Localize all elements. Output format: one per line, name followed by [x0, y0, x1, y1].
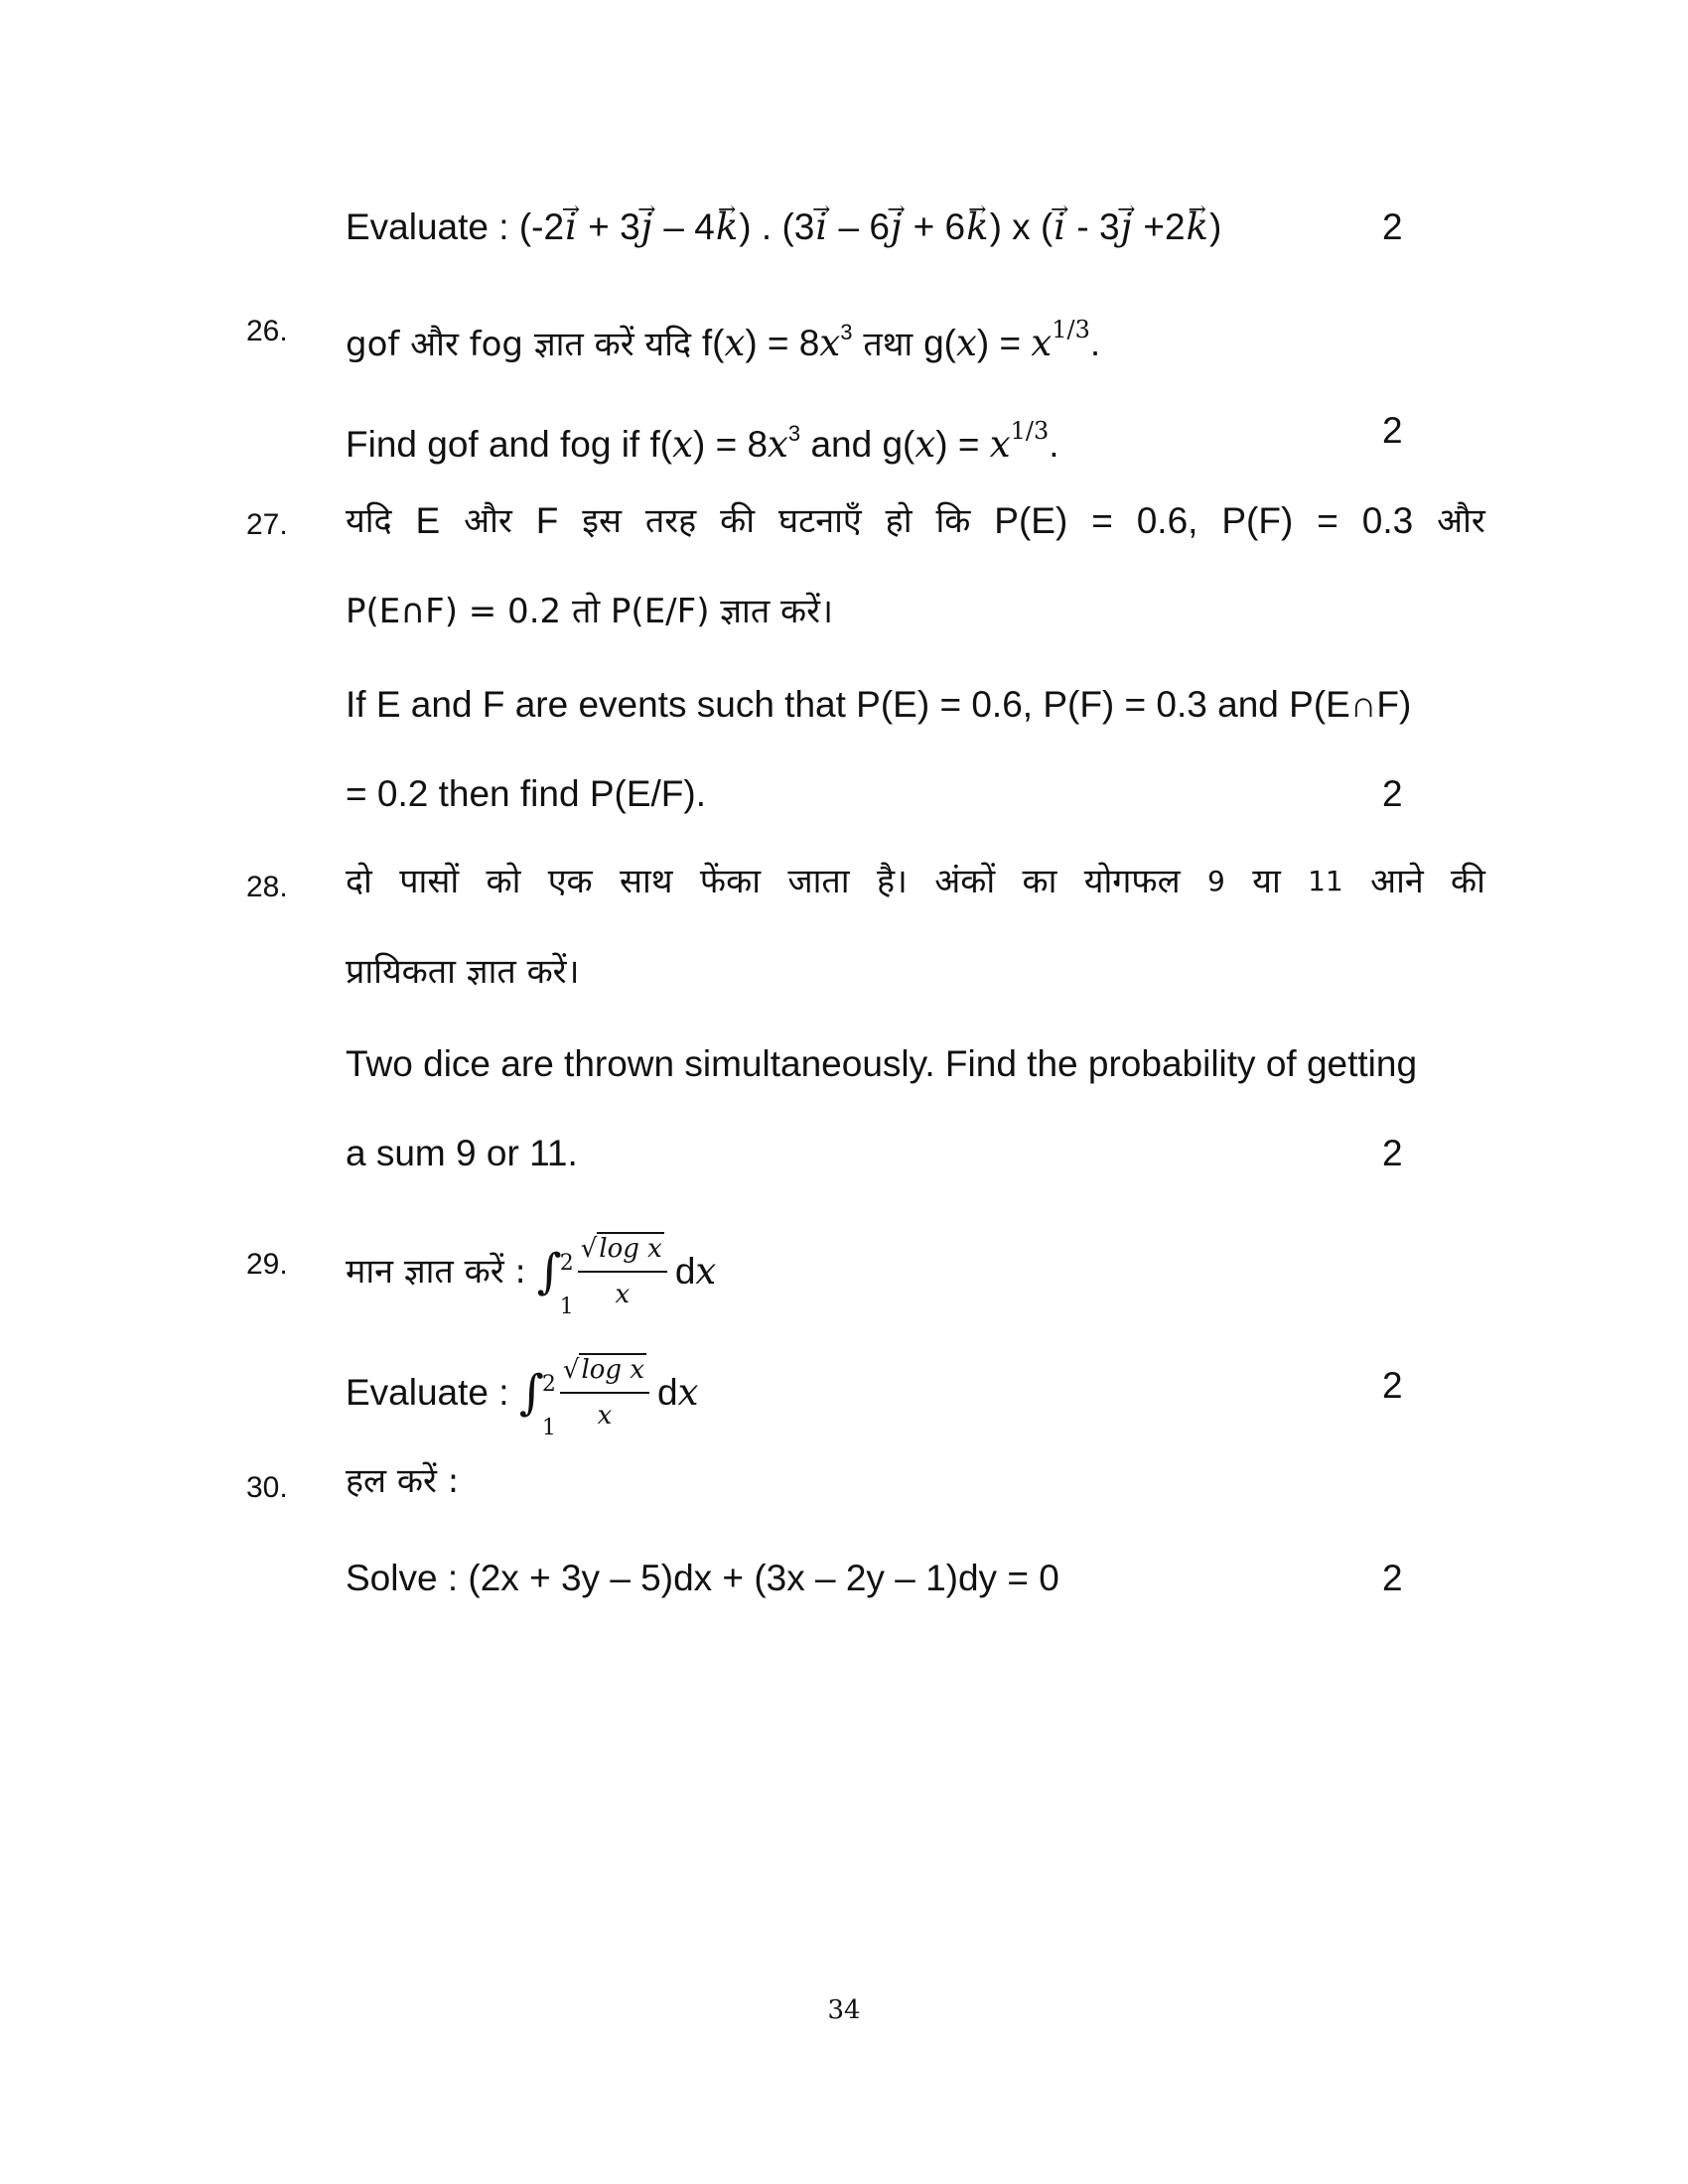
- q26-hindi-mid: तथा: [863, 325, 914, 364]
- q28-number: 28.: [246, 871, 288, 903]
- q28-hindi-word: आने: [1370, 862, 1424, 901]
- q27-hindi-word: की: [720, 501, 756, 541]
- q28-hindi-word: अंकों: [934, 862, 996, 901]
- q29-number: 29.: [246, 1248, 288, 1281]
- q27-hindi-word: घटनाएँ: [778, 501, 862, 541]
- q27-english-line1: If E and F are events such that P(E) = 0.6, P(F) = 0.3 and P(E∩F): [346, 684, 1412, 725]
- q27-hindi-line2: P(E∩F) = 0.2 तो P(E/F) ज्ञात करें।: [346, 592, 833, 631]
- q28-english-line2: a sum 9 or 11.: [346, 1133, 578, 1173]
- page-number: 34: [827, 1995, 861, 2025]
- q25-english-line: Evaluate : (-2→ i + 3→ j – 4→ k) . (3→ i – 6→ j + 6→ k) x (→ i - 3→ j +2→ k): [346, 205, 1221, 249]
- q30-hindi-line: हल करें :: [346, 1461, 460, 1501]
- q29-hindi-line: [346, 1227, 717, 1319]
- q27-hindi-word: तरह: [644, 501, 697, 541]
- q25-marks: 2: [1382, 206, 1403, 247]
- q30-english-line: Solve : (2x + 3y – 5)dx + (3x – 2y – 1)dy = 0: [346, 1558, 1059, 1598]
- q29-english-line: [346, 1348, 699, 1440]
- q27-marks: 2: [1382, 773, 1403, 814]
- q29-hindi-text: मान ज्ञात करें :: [346, 1252, 526, 1292]
- q28-hindi-word: दो: [346, 862, 372, 901]
- q30-marks: 2: [1382, 1558, 1403, 1598]
- q27-hindi-word: 0.3: [1361, 500, 1414, 541]
- q27-hindi-word: =: [1317, 500, 1338, 541]
- q28-hindi-word: की: [1451, 862, 1485, 901]
- q28-hindi-word: फेंका: [699, 862, 762, 901]
- q27-hindi-word: P(F): [1221, 500, 1294, 541]
- q27-number: 27.: [246, 508, 288, 541]
- q29-english-text: Evaluate :: [346, 1372, 509, 1413]
- q29-hindi-integral: ∫ 2 1 $\frac{\text{√log x}}{x}$ dx: [537, 1227, 717, 1316]
- q26-number: 26.: [246, 315, 288, 347]
- q29-english-integral: ∫ 2 1 $\frac{\text{√log x}}{x}$ dx: [519, 1348, 699, 1437]
- q28-hindi-word: या: [1252, 862, 1281, 901]
- q28-hindi-word: है।: [876, 862, 908, 901]
- q26-hindi-text: gof और fog ज्ञात करें यदि: [346, 325, 692, 364]
- q27-hindi-word: कि: [935, 501, 971, 541]
- q27-hindi-word: और: [1437, 501, 1485, 541]
- q29-marks: 2: [1382, 1365, 1403, 1406]
- q27-english-line2: = 0.2 then find P(E/F).: [346, 773, 706, 814]
- q28-hindi-word: 9: [1207, 865, 1225, 897]
- q26-marks: 2: [1382, 410, 1403, 451]
- q28-hindi-line2: प्रायिकता ज्ञात करें।: [346, 952, 580, 992]
- q27-hindi-word: और: [464, 501, 512, 541]
- q26-hindi-line: gof और fog ज्ञात करें यदि $f(x) = 8x^3$ तथा $g(x) = x^{1/3}$.: [346, 316, 1101, 364]
- q27-hindi-word: =: [1091, 500, 1113, 541]
- q28-hindi-word: एक: [547, 862, 593, 901]
- q27-hindi-line1: [346, 499, 1485, 543]
- q28-hindi-word: पासों: [399, 862, 460, 901]
- q27-hindi-word: P(E): [994, 500, 1068, 541]
- q26-english-line: Find gof and fog if $f(x) = 8x^3$ and $g(x) = x^{1/3}$.: [346, 417, 1059, 466]
- q28-hindi-word: 11: [1308, 865, 1343, 897]
- q26-english-text: Find gof and fog if: [346, 424, 640, 465]
- q25-prefix: Evaluate : (-2: [346, 206, 565, 247]
- q28-hindi-word: साथ: [620, 862, 673, 901]
- q28-marks: 2: [1382, 1133, 1403, 1173]
- q27-hindi-word: 0.6,: [1136, 500, 1198, 541]
- q27-hindi-word: F: [535, 500, 559, 541]
- q28-hindi-word: जाता: [787, 862, 850, 901]
- q28-hindi-word: का: [1022, 862, 1057, 901]
- q27-hindi-word: E: [415, 500, 441, 541]
- q28-hindi-word: योगफल: [1083, 862, 1181, 901]
- q27-hindi-word: इस: [582, 501, 622, 541]
- q28-hindi-line1: [346, 860, 1485, 903]
- q27-hindi-word: हो: [885, 501, 913, 541]
- q27-hindi-word: यदि: [346, 501, 392, 541]
- q28-english-line1: Two dice are thrown simultaneously. Find the probability of getting: [346, 1043, 1418, 1084]
- q30-number: 30.: [246, 1471, 288, 1504]
- q28-hindi-word: को: [486, 862, 521, 901]
- q26-english-mid: and: [810, 424, 873, 465]
